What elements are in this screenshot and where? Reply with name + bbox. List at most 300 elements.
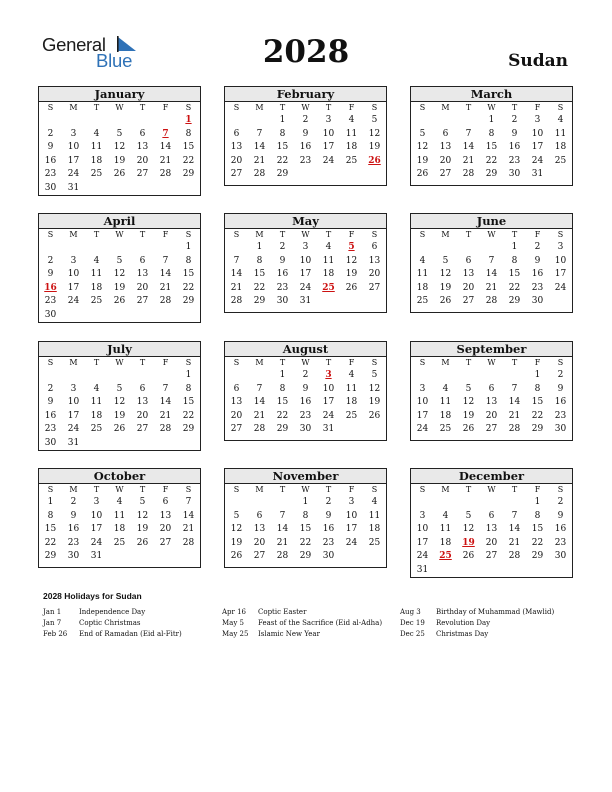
day-cell: 6 bbox=[465, 255, 472, 266]
weekday-label: F bbox=[348, 230, 355, 239]
weekday-header bbox=[225, 102, 386, 114]
day-cell: 21 bbox=[253, 155, 266, 166]
day-cell: 17 bbox=[67, 282, 80, 293]
day-cell: 21 bbox=[253, 410, 266, 421]
month-calendar-july bbox=[38, 341, 201, 451]
weekday-label: S bbox=[47, 358, 54, 367]
day-cell: 30 bbox=[276, 296, 289, 307]
day-cell: 27 bbox=[485, 551, 498, 562]
day-cell: 8 bbox=[185, 128, 192, 139]
weekday-label: S bbox=[557, 485, 564, 494]
day-cell: 5 bbox=[233, 510, 240, 521]
day-cell: 7 bbox=[511, 510, 518, 521]
weekday-label: F bbox=[162, 103, 169, 112]
day-cell: 10 bbox=[90, 510, 103, 521]
logo-text-general: General bbox=[42, 34, 106, 55]
day-cell: 26 bbox=[416, 169, 429, 180]
day-cell: 13 bbox=[439, 142, 452, 153]
holiday-day-cell: 19 bbox=[462, 537, 475, 548]
day-cell: 11 bbox=[554, 128, 567, 139]
week-row bbox=[39, 369, 200, 383]
day-cell: 15 bbox=[485, 142, 498, 153]
day-cell: 9 bbox=[511, 128, 518, 139]
empty-day-cell bbox=[131, 241, 154, 255]
day-cell: 14 bbox=[508, 397, 521, 408]
day-cell: 29 bbox=[276, 424, 289, 435]
empty-day-cell bbox=[85, 369, 108, 383]
holiday-item bbox=[43, 618, 182, 629]
day-cell: 22 bbox=[276, 410, 289, 421]
day-cell: 29 bbox=[531, 424, 544, 435]
day-cell: 9 bbox=[47, 142, 54, 153]
day-cell: 13 bbox=[136, 142, 149, 153]
weekday-label: F bbox=[162, 358, 169, 367]
holiday-day-cell: 7 bbox=[162, 128, 169, 139]
weekday-label: M bbox=[441, 103, 450, 112]
day-cell: 16 bbox=[276, 269, 289, 280]
holiday-item bbox=[222, 607, 382, 618]
weekday-label: S bbox=[371, 230, 378, 239]
day-cell: 2 bbox=[557, 370, 564, 380]
week-row bbox=[411, 564, 572, 578]
month-name: December bbox=[411, 469, 572, 484]
day-cell: 10 bbox=[416, 397, 429, 408]
empty-day-cell bbox=[248, 369, 271, 383]
weekday-label: S bbox=[557, 103, 564, 112]
empty-day-cell bbox=[131, 309, 154, 323]
day-cell: 19 bbox=[368, 397, 381, 408]
holiday-item bbox=[400, 618, 554, 629]
weekday-label: T bbox=[139, 358, 146, 367]
day-cell: 2 bbox=[302, 115, 309, 125]
day-cell: 13 bbox=[485, 397, 498, 408]
day-cell: 16 bbox=[67, 524, 80, 535]
weekday-header bbox=[225, 229, 386, 241]
week-row bbox=[411, 268, 572, 282]
weekday-label: S bbox=[557, 358, 564, 367]
day-cell: 22 bbox=[531, 537, 544, 548]
day-cell: 29 bbox=[182, 296, 195, 307]
day-cell: 3 bbox=[302, 242, 309, 252]
month-name: October bbox=[39, 469, 200, 484]
day-cell: 25 bbox=[554, 155, 567, 166]
month-name: November bbox=[225, 469, 386, 484]
empty-day-cell bbox=[85, 114, 108, 128]
day-cell: 21 bbox=[230, 282, 243, 293]
day-cell: 18 bbox=[345, 397, 358, 408]
week-row bbox=[225, 155, 386, 169]
day-cell: 21 bbox=[182, 524, 195, 535]
day-cell: 20 bbox=[253, 537, 266, 548]
empty-day-cell bbox=[248, 496, 271, 510]
day-cell: 17 bbox=[416, 410, 429, 421]
day-cell: 10 bbox=[531, 128, 544, 139]
day-cell: 9 bbox=[557, 383, 564, 394]
day-cell: 24 bbox=[67, 169, 80, 180]
day-cell: 16 bbox=[508, 142, 521, 153]
day-cell: 6 bbox=[139, 255, 146, 266]
empty-day-cell bbox=[411, 369, 434, 383]
day-cell: 28 bbox=[159, 424, 172, 435]
holiday-item bbox=[400, 629, 554, 640]
day-cell: 11 bbox=[345, 128, 358, 139]
day-cell: 7 bbox=[185, 497, 192, 507]
weekday-label: M bbox=[441, 230, 450, 239]
day-cell: 12 bbox=[136, 510, 149, 521]
empty-day-cell bbox=[411, 114, 434, 128]
empty-day-cell bbox=[434, 114, 457, 128]
day-cell: 12 bbox=[113, 397, 126, 408]
empty-day-cell bbox=[411, 496, 434, 510]
week-row bbox=[225, 510, 386, 524]
day-cell: 5 bbox=[116, 255, 123, 266]
month-calendar-may bbox=[224, 213, 387, 313]
day-cell: 1 bbox=[488, 115, 495, 125]
weekday-label: S bbox=[233, 230, 240, 239]
day-cell: 26 bbox=[113, 424, 126, 435]
day-cell: 26 bbox=[439, 296, 452, 307]
day-cell: 16 bbox=[299, 142, 312, 153]
day-cell: 13 bbox=[230, 397, 243, 408]
day-cell: 17 bbox=[554, 269, 567, 280]
day-cell: 3 bbox=[325, 115, 332, 125]
day-cell: 14 bbox=[230, 269, 243, 280]
day-cell: 7 bbox=[279, 510, 286, 521]
day-cell: 17 bbox=[531, 142, 544, 153]
day-cell: 4 bbox=[371, 497, 378, 507]
week-row bbox=[411, 141, 572, 155]
day-cell: 26 bbox=[462, 424, 475, 435]
week-row bbox=[225, 369, 386, 383]
day-cell: 11 bbox=[439, 524, 452, 535]
day-cell: 24 bbox=[416, 551, 429, 562]
day-cell: 30 bbox=[531, 296, 544, 307]
day-cell: 25 bbox=[113, 537, 126, 548]
weekday-label: F bbox=[534, 103, 541, 112]
day-cell: 7 bbox=[256, 383, 263, 394]
empty-day-cell bbox=[480, 369, 503, 383]
weekday-label: T bbox=[279, 358, 286, 367]
weekday-label: S bbox=[233, 485, 240, 494]
day-cell: 5 bbox=[116, 383, 123, 394]
month-name: June bbox=[411, 214, 572, 229]
day-cell: 23 bbox=[322, 537, 335, 548]
holiday-day-cell: 5 bbox=[348, 242, 355, 252]
day-cell: 17 bbox=[345, 524, 358, 535]
day-cell: 27 bbox=[159, 537, 172, 548]
day-cell: 9 bbox=[325, 510, 332, 521]
day-cell: 15 bbox=[276, 142, 289, 153]
day-cell: 3 bbox=[70, 255, 77, 266]
month-calendar-april bbox=[38, 213, 201, 323]
day-cell: 22 bbox=[531, 410, 544, 421]
holiday-name: Revolution Day bbox=[436, 619, 491, 628]
day-cell: 23 bbox=[67, 537, 80, 548]
weekday-label: F bbox=[534, 485, 541, 494]
day-cell: 27 bbox=[439, 169, 452, 180]
day-cell: 27 bbox=[485, 424, 498, 435]
day-cell: 30 bbox=[299, 424, 312, 435]
weekday-header bbox=[411, 484, 572, 496]
day-cell: 10 bbox=[322, 128, 335, 139]
day-cell: 5 bbox=[465, 510, 472, 521]
day-cell: 29 bbox=[182, 169, 195, 180]
weekday-label: S bbox=[185, 103, 192, 112]
day-cell: 2 bbox=[325, 497, 332, 507]
empty-day-cell bbox=[363, 295, 386, 309]
day-cell: 2 bbox=[47, 383, 54, 394]
calendar-year-title: 2028 bbox=[262, 34, 350, 70]
month-calendar-august bbox=[224, 341, 387, 441]
day-cell: 8 bbox=[534, 510, 541, 521]
empty-day-cell bbox=[154, 550, 177, 564]
empty-day-cell bbox=[39, 241, 62, 255]
weekday-label: S bbox=[233, 103, 240, 112]
day-cell: 2 bbox=[47, 255, 54, 266]
holiday-day-cell: 3 bbox=[325, 370, 332, 380]
empty-day-cell bbox=[340, 168, 363, 182]
day-cell: 19 bbox=[345, 269, 358, 280]
day-cell: 5 bbox=[116, 128, 123, 139]
day-cell: 12 bbox=[462, 524, 475, 535]
day-cell: 23 bbox=[299, 155, 312, 166]
holiday-date: Dec 19 bbox=[400, 619, 425, 628]
day-cell: 10 bbox=[299, 255, 312, 266]
day-cell: 8 bbox=[185, 255, 192, 266]
day-cell: 18 bbox=[322, 269, 335, 280]
weekday-label: T bbox=[465, 230, 472, 239]
weekday-label: T bbox=[325, 230, 332, 239]
day-cell: 18 bbox=[90, 282, 103, 293]
empty-day-cell bbox=[434, 496, 457, 510]
day-cell: 19 bbox=[113, 410, 126, 421]
weekday-label: T bbox=[93, 485, 100, 494]
day-cell: 1 bbox=[279, 115, 286, 125]
day-cell: 25 bbox=[90, 424, 103, 435]
day-cell: 6 bbox=[233, 128, 240, 139]
weekday-label: T bbox=[325, 358, 332, 367]
empty-day-cell bbox=[549, 564, 572, 578]
day-cell: 28 bbox=[230, 296, 243, 307]
day-cell: 18 bbox=[554, 142, 567, 153]
day-cell: 2 bbox=[534, 242, 541, 252]
weekday-label: M bbox=[69, 230, 78, 239]
day-cell: 2 bbox=[279, 242, 286, 252]
day-cell: 26 bbox=[136, 537, 149, 548]
week-row bbox=[411, 396, 572, 410]
month-calendar-september bbox=[410, 341, 573, 441]
day-cell: 21 bbox=[159, 410, 172, 421]
month-name: September bbox=[411, 342, 572, 357]
day-cell: 15 bbox=[182, 397, 195, 408]
day-cell: 7 bbox=[488, 255, 495, 266]
day-cell: 29 bbox=[276, 169, 289, 180]
day-cell: 27 bbox=[462, 296, 475, 307]
empty-day-cell bbox=[340, 423, 363, 437]
weekday-header bbox=[225, 357, 386, 369]
day-cell: 24 bbox=[90, 537, 103, 548]
empty-day-cell bbox=[108, 182, 131, 196]
day-cell: 5 bbox=[442, 255, 449, 266]
day-cell: 20 bbox=[439, 155, 452, 166]
day-cell: 8 bbox=[279, 383, 286, 394]
week-row bbox=[39, 510, 200, 524]
day-cell: 23 bbox=[508, 155, 521, 166]
weekday-header bbox=[225, 484, 386, 496]
empty-day-cell bbox=[154, 114, 177, 128]
day-cell: 13 bbox=[136, 269, 149, 280]
empty-day-cell bbox=[457, 369, 480, 383]
empty-day-cell bbox=[457, 241, 480, 255]
holiday-date: Dec 25 bbox=[400, 630, 425, 639]
day-cell: 15 bbox=[253, 269, 266, 280]
day-cell: 19 bbox=[439, 282, 452, 293]
day-cell: 1 bbox=[256, 242, 263, 252]
day-cell: 7 bbox=[256, 128, 263, 139]
empty-day-cell bbox=[457, 496, 480, 510]
day-cell: 15 bbox=[531, 397, 544, 408]
weekday-header bbox=[39, 484, 200, 496]
holiday-name: Islamic New Year bbox=[258, 630, 320, 639]
day-cell: 6 bbox=[233, 383, 240, 394]
day-cell: 11 bbox=[90, 397, 103, 408]
day-cell: 4 bbox=[442, 510, 449, 521]
day-cell: 29 bbox=[44, 551, 57, 562]
day-cell: 13 bbox=[136, 397, 149, 408]
day-cell: 29 bbox=[253, 296, 266, 307]
day-cell: 13 bbox=[462, 269, 475, 280]
weekday-header bbox=[411, 229, 572, 241]
empty-day-cell bbox=[225, 369, 248, 383]
day-cell: 28 bbox=[462, 169, 475, 180]
weekday-label: T bbox=[139, 485, 146, 494]
empty-day-cell bbox=[108, 550, 131, 564]
day-cell: 20 bbox=[159, 524, 172, 535]
day-cell: 23 bbox=[554, 410, 567, 421]
day-cell: 21 bbox=[508, 410, 521, 421]
week-row bbox=[225, 295, 386, 309]
week-row bbox=[39, 523, 200, 537]
weekday-header bbox=[39, 102, 200, 114]
weekday-label: S bbox=[419, 103, 426, 112]
week-row bbox=[411, 114, 572, 128]
week-row bbox=[411, 423, 572, 437]
weekday-label: S bbox=[419, 230, 426, 239]
day-cell: 19 bbox=[462, 410, 475, 421]
holiday-date: Feb 26 bbox=[43, 630, 68, 639]
day-cell: 22 bbox=[182, 282, 195, 293]
day-cell: 11 bbox=[322, 255, 335, 266]
day-cell: 5 bbox=[139, 497, 146, 507]
day-cell: 27 bbox=[253, 551, 266, 562]
day-cell: 27 bbox=[136, 169, 149, 180]
logo-text-blue: Blue bbox=[96, 50, 133, 71]
day-cell: 11 bbox=[439, 397, 452, 408]
day-cell: 15 bbox=[531, 524, 544, 535]
day-cell: 21 bbox=[276, 537, 289, 548]
holiday-date: May 25 bbox=[222, 630, 249, 639]
empty-day-cell bbox=[434, 564, 457, 578]
empty-day-cell bbox=[340, 550, 363, 564]
empty-day-cell bbox=[340, 295, 363, 309]
weekday-label: T bbox=[139, 103, 146, 112]
weekday-label: M bbox=[69, 485, 78, 494]
country-name: Sudan bbox=[508, 51, 568, 71]
day-cell: 26 bbox=[368, 410, 381, 421]
day-cell: 20 bbox=[230, 155, 243, 166]
empty-day-cell bbox=[177, 437, 200, 451]
empty-day-cell bbox=[154, 309, 177, 323]
week-row bbox=[225, 268, 386, 282]
day-cell: 28 bbox=[253, 169, 266, 180]
month-name: August bbox=[225, 342, 386, 357]
day-cell: 6 bbox=[442, 128, 449, 139]
day-cell: 1 bbox=[534, 370, 541, 380]
holiday-date: Apr 16 bbox=[222, 608, 247, 616]
month-calendar-november bbox=[224, 468, 387, 568]
day-cell: 20 bbox=[462, 282, 475, 293]
day-cell: 30 bbox=[322, 551, 335, 562]
day-cell: 18 bbox=[90, 410, 103, 421]
week-row bbox=[39, 128, 200, 142]
day-cell: 24 bbox=[67, 296, 80, 307]
weekday-label: S bbox=[371, 485, 378, 494]
empty-day-cell bbox=[39, 114, 62, 128]
week-row bbox=[225, 141, 386, 155]
holiday-item bbox=[222, 629, 382, 640]
weekday-label: F bbox=[534, 358, 541, 367]
empty-day-cell bbox=[131, 114, 154, 128]
day-cell: 10 bbox=[416, 524, 429, 535]
day-cell: 21 bbox=[485, 282, 498, 293]
day-cell: 24 bbox=[67, 424, 80, 435]
day-cell: 19 bbox=[416, 155, 429, 166]
day-cell: 25 bbox=[90, 169, 103, 180]
weekday-label: M bbox=[441, 358, 450, 367]
day-cell: 17 bbox=[299, 269, 312, 280]
empty-day-cell bbox=[85, 182, 108, 196]
month-calendar-december bbox=[410, 468, 573, 578]
weekday-label: T bbox=[93, 230, 100, 239]
week-row bbox=[411, 383, 572, 397]
day-cell: 10 bbox=[554, 255, 567, 266]
day-cell: 19 bbox=[368, 142, 381, 153]
weekday-label: S bbox=[47, 485, 54, 494]
holiday-date: Jan 1 bbox=[43, 608, 62, 616]
weekday-label: T bbox=[511, 103, 518, 112]
day-cell: 11 bbox=[368, 510, 381, 521]
day-cell: 11 bbox=[113, 510, 126, 521]
day-cell: 21 bbox=[159, 282, 172, 293]
day-cell: 17 bbox=[67, 155, 80, 166]
weekday-label: M bbox=[255, 103, 264, 112]
empty-day-cell bbox=[85, 309, 108, 323]
day-cell: 27 bbox=[230, 424, 243, 435]
empty-day-cell bbox=[363, 168, 386, 182]
day-cell: 31 bbox=[67, 437, 80, 448]
day-cell: 8 bbox=[279, 128, 286, 139]
weekday-label: S bbox=[557, 230, 564, 239]
day-cell: 20 bbox=[485, 537, 498, 548]
day-cell: 30 bbox=[44, 182, 57, 193]
day-cell: 14 bbox=[159, 269, 172, 280]
day-cell: 8 bbox=[47, 510, 54, 521]
day-cell: 29 bbox=[531, 551, 544, 562]
empty-day-cell bbox=[39, 369, 62, 383]
empty-day-cell bbox=[526, 564, 549, 578]
day-cell: 18 bbox=[90, 155, 103, 166]
weekday-label: F bbox=[348, 485, 355, 494]
